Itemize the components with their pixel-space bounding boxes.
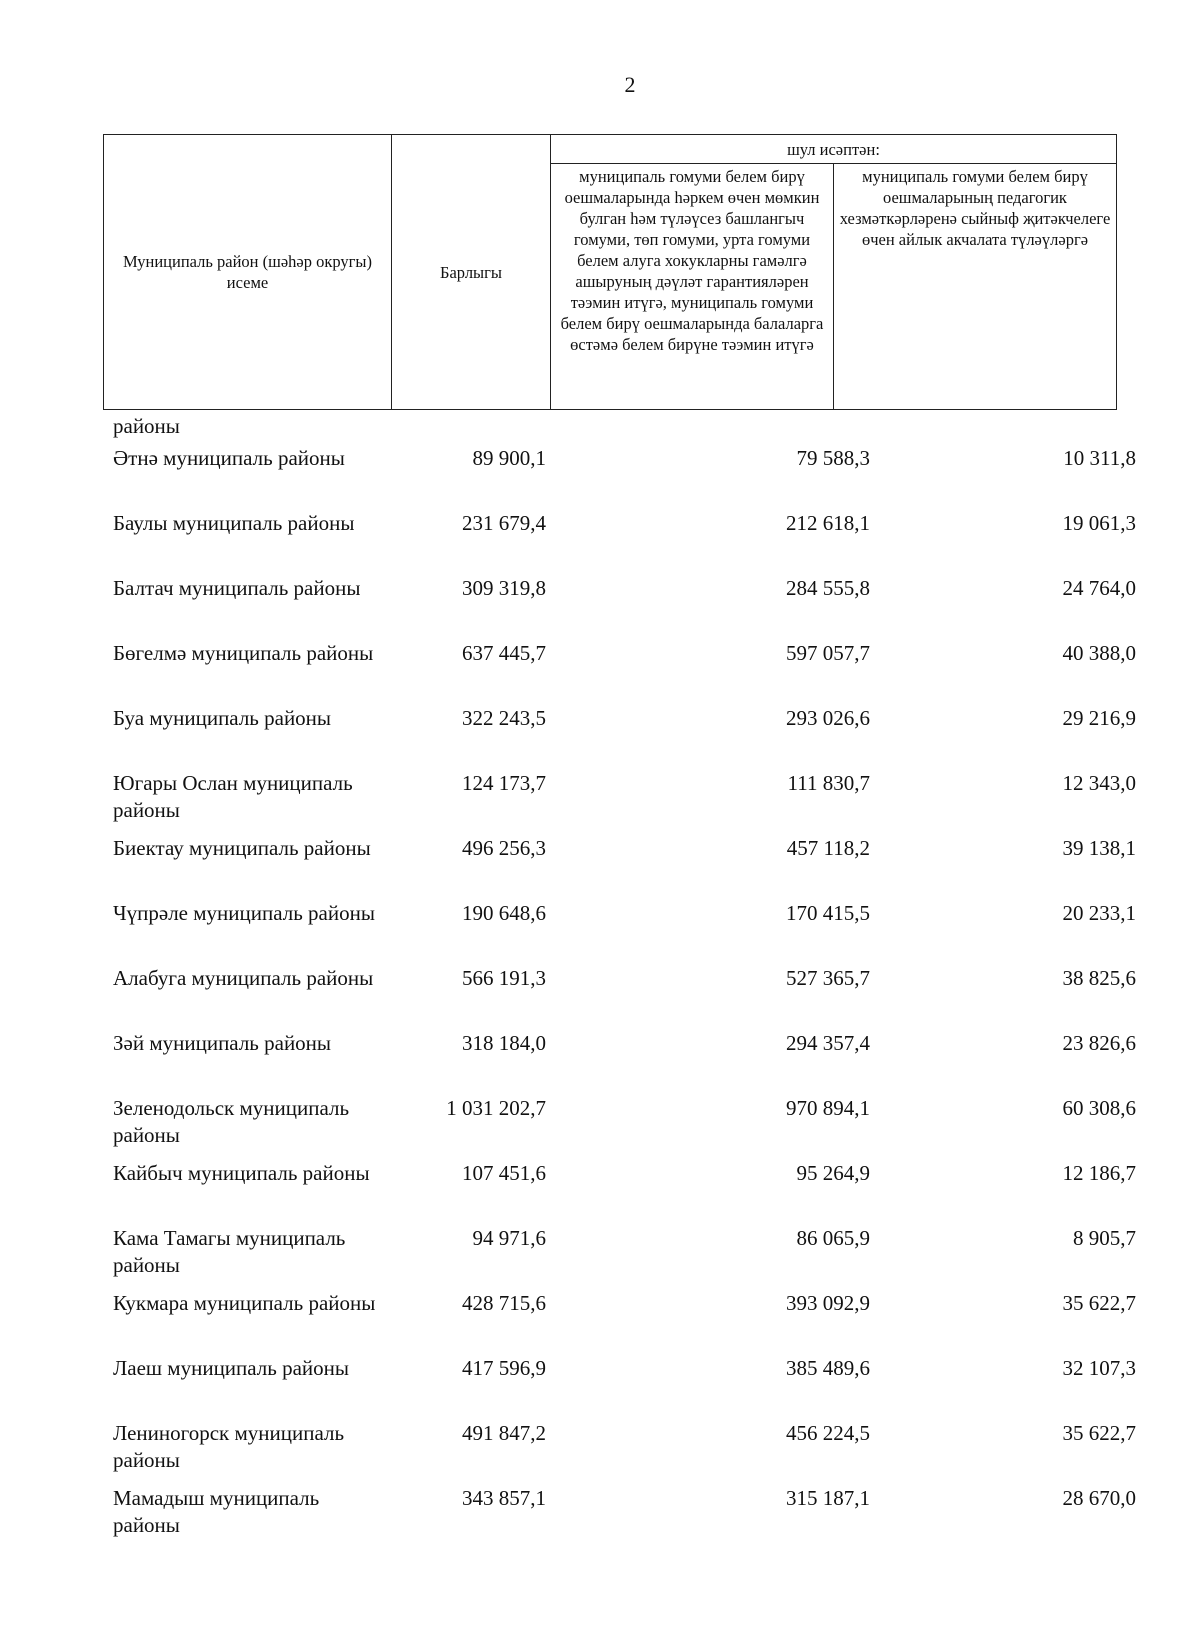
table-row (103, 965, 1146, 1030)
total-cell: 309 319,8 (462, 576, 546, 600)
table-row (103, 1290, 1146, 1355)
class-teacher-payments-cell: 12 343,0 (1062, 771, 1136, 795)
continuation-label: районы (113, 414, 180, 438)
district-name-cell: Лаеш муниципаль районы (113, 1356, 350, 1380)
table-row (103, 705, 1146, 770)
header-district-name: Муниципаль район (шәһәр округы) исеме (104, 135, 392, 410)
district-name-cell: Биектау муниципаль районы (113, 836, 371, 860)
education-guarantees-cell: 284 555,8 (786, 576, 870, 600)
total-cell: 566 191,3 (462, 966, 546, 990)
education-guarantees-cell: 170 415,5 (786, 901, 870, 925)
table-row (103, 445, 1146, 510)
education-guarantees-cell: 597 057,7 (786, 641, 870, 665)
class-teacher-payments-cell: 20 233,1 (1062, 901, 1136, 925)
education-guarantees-cell: 212 618,1 (786, 511, 870, 535)
education-guarantees-cell: 293 026,6 (786, 706, 870, 730)
page-number: 2 (624, 72, 636, 97)
table-row (103, 575, 1146, 640)
header-education-guarantees: муниципаль гомуми белем бирү оешмаларында һәркем өчен мөмкин булган һәм түләүсез башлангыч гомуми, төп гомуми, урта гомуми белем алуга хокукларны гамәлгә ашыруның дәүләт гарантияләрен тәэмин итүгә, муниципаль гомуми белем бирү оешмаларында балаларга өстәмә белем бирүне тәэмин итүгә (551, 164, 834, 410)
table-row (103, 1225, 1146, 1290)
district-name-cell: Баулы муниципаль районы (113, 511, 355, 535)
total-cell: 318 184,0 (462, 1031, 546, 1055)
education-guarantees-cell: 970 894,1 (786, 1096, 870, 1120)
table-row (103, 1355, 1146, 1420)
table-row (103, 510, 1146, 575)
class-teacher-payments-cell: 24 764,0 (1062, 576, 1136, 600)
education-guarantees-cell: 457 118,2 (786, 836, 870, 860)
table-row (103, 1485, 1146, 1550)
total-cell: 231 679,4 (462, 511, 546, 535)
total-cell: 491 847,2 (462, 1421, 546, 1445)
table-row (103, 900, 1146, 965)
district-name-cell: Бөгелмә муниципаль районы (113, 641, 374, 665)
total-cell: 124 173,7 (462, 771, 546, 795)
district-name-cell: Әтнә муниципаль районы (113, 446, 345, 470)
education-guarantees-cell: 385 489,6 (786, 1356, 870, 1380)
education-guarantees-cell: 393 092,9 (786, 1291, 870, 1315)
class-teacher-payments-cell: 19 061,3 (1062, 511, 1136, 535)
district-name-cell: Кама Тамагы муниципаль районы (113, 1226, 346, 1277)
education-guarantees-cell: 86 065,9 (796, 1226, 870, 1250)
total-cell: 428 715,6 (462, 1291, 546, 1315)
education-guarantees-cell: 315 187,1 (786, 1486, 870, 1510)
class-teacher-payments-cell: 60 308,6 (1062, 1096, 1136, 1120)
district-name-cell: Балтач муниципаль районы (113, 576, 361, 600)
district-name-cell: Чүпрәле муниципаль районы (113, 901, 375, 925)
header-including: шул исәптән: (551, 135, 1117, 164)
table-row (103, 1030, 1146, 1095)
table-row (103, 835, 1146, 900)
class-teacher-payments-cell: 23 826,6 (1062, 1031, 1136, 1055)
district-name-cell: Буа муниципаль районы (113, 706, 332, 730)
header-total: Барлыгы (392, 135, 551, 410)
education-guarantees-cell: 294 357,4 (786, 1031, 870, 1055)
district-name-cell: Зеленодольск муниципаль районы (113, 1096, 350, 1147)
class-teacher-payments-cell: 12 186,7 (1062, 1161, 1136, 1185)
class-teacher-payments-cell: 10 311,8 (1063, 446, 1136, 470)
total-cell: 417 596,9 (462, 1356, 546, 1380)
total-cell: 190 648,6 (462, 901, 546, 925)
class-teacher-payments-cell: 40 388,0 (1062, 641, 1136, 665)
district-name-cell: Зәй муниципаль районы (113, 1031, 332, 1055)
data-table-body (103, 445, 1146, 1550)
class-teacher-payments-cell: 35 622,7 (1062, 1421, 1136, 1445)
total-cell: 322 243,5 (462, 706, 546, 730)
education-guarantees-cell: 456 224,5 (786, 1421, 870, 1445)
class-teacher-payments-cell: 29 216,9 (1062, 706, 1136, 730)
table-row (103, 1420, 1146, 1485)
total-cell: 637 445,7 (462, 641, 546, 665)
education-guarantees-cell: 527 365,7 (786, 966, 870, 990)
class-teacher-payments-cell: 8 905,7 (1073, 1226, 1136, 1250)
class-teacher-payments-cell: 32 107,3 (1062, 1356, 1136, 1380)
class-teacher-payments-cell: 35 622,7 (1062, 1291, 1136, 1315)
table-row (103, 1160, 1146, 1225)
district-name-cell: Югары Ослан муниципаль районы (113, 771, 353, 822)
district-name-cell: Алабуга муниципаль районы (113, 966, 374, 990)
table-row (103, 770, 1146, 835)
district-name-cell: Лениногорск муниципаль районы (113, 1421, 345, 1472)
class-teacher-payments-cell: 28 670,0 (1062, 1486, 1136, 1510)
table-header (103, 134, 1117, 410)
education-guarantees-cell: 95 264,9 (796, 1161, 870, 1185)
education-guarantees-cell: 79 588,3 (796, 446, 870, 470)
total-cell: 1 031 202,7 (446, 1096, 546, 1120)
class-teacher-payments-cell: 39 138,1 (1062, 836, 1136, 860)
district-name-cell: Кукмара муниципаль районы (113, 1291, 376, 1315)
district-name-cell: Кайбыч муниципаль районы (113, 1161, 370, 1185)
total-cell: 89 900,1 (472, 446, 546, 470)
total-cell: 496 256,3 (462, 836, 546, 860)
data-table (103, 445, 1146, 1550)
class-teacher-payments-cell: 38 825,6 (1062, 966, 1136, 990)
education-guarantees-cell: 111 830,7 (787, 771, 870, 795)
table-row (103, 640, 1146, 705)
header-class-teacher-payments: муниципаль гомуми белем бирү оешмаларының педагогик хезмәткәрләренә сыйныф җитәкчелеге өчен айлык акчалата түләүләргә (834, 164, 1117, 410)
total-cell: 94 971,6 (472, 1226, 546, 1250)
total-cell: 107 451,6 (462, 1161, 546, 1185)
table-row (103, 1095, 1146, 1160)
district-name-cell: Мамадыш муниципаль районы (113, 1486, 320, 1537)
total-cell: 343 857,1 (462, 1486, 546, 1510)
